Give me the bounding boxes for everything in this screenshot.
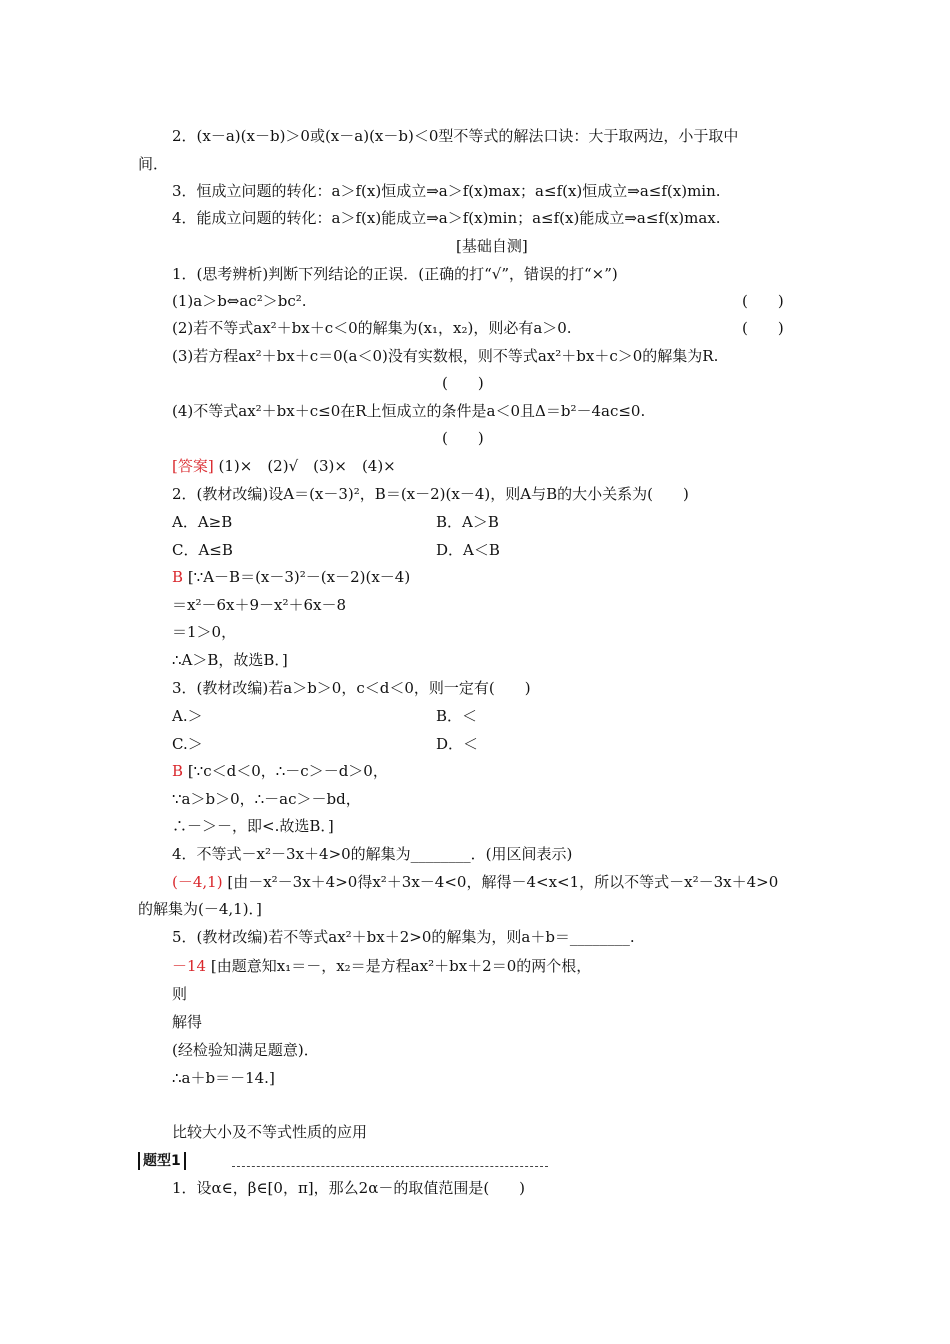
q2-option-a: A．A≥B: [172, 513, 233, 531]
q1-item-3-blank: ( ): [442, 374, 484, 392]
q5-solution-3: 解得: [172, 1013, 203, 1031]
q3-option-c: C.＞: [172, 735, 203, 753]
question-1: 1．(思考辨析)判断下列结论的正误．(正确的打“√”，错误的打“×”): [172, 265, 618, 283]
section-heading: [基础自测]: [456, 237, 528, 255]
q3-answer: B: [172, 762, 184, 780]
q2-option-d: D．A＜B: [436, 541, 500, 559]
q4-answer: (－4,1): [172, 873, 223, 891]
rule-3: 3．恒成立问题的转化：a＞f(x)恒成立⇒a＞f(x)max；a≤f(x)恒成立⇒a≤f(x)min.: [172, 182, 721, 200]
q2-option-c: C．A≤B: [172, 541, 233, 559]
answer-label: [答案]: [172, 457, 214, 475]
q3-solution-1: B [∵c＜d＜0，∴－c＞－d＞0，: [172, 762, 388, 780]
type1-question-1: 1．设α∈，β∈[0，π]，那么2α－的取值范围是( ): [172, 1179, 526, 1197]
q1-item-1-blank: ( ): [742, 292, 784, 310]
topic-heading: 比较大小及不等式性质的应用: [172, 1123, 368, 1141]
q1-item-3: (3)若方程ax²＋bx＋c＝0(a＜0)没有实数根，则不等式ax²＋bx＋c＞0的解集为R.: [172, 347, 719, 365]
q1-answer-line: [172, 456, 396, 476]
q5-answer: －14: [172, 957, 207, 975]
q2-solution-1: B [∵A－B＝(x－3)²－(x－2)(x－4): [172, 568, 411, 586]
rule-4: 4．能成立问题的转化：a＞f(x)能成立⇒a＞f(x)min；a≤f(x)能成立⇒a≤f(x)max.: [172, 209, 721, 227]
q4-solution-2: 的解集为(－4,1)．]: [138, 900, 262, 918]
q5-solution-2: 则: [172, 985, 188, 1003]
q2-solution-2: ＝x²－6x＋9－x²＋6x－8: [172, 596, 347, 614]
q1-item-2: (2)若不等式ax²＋bx＋c＜0的解集为(x₁，x₂)，则必有a＞0.: [172, 319, 572, 337]
q2-solution-3: ＝1＞0，: [172, 623, 237, 641]
question-5: 5．(教材改编)若不等式ax²＋bx＋2>0的解集为，则a＋b＝________.: [172, 928, 635, 946]
rule-2-line2: 间．: [138, 155, 169, 173]
q1-item-1: (1)a＞b⇔ac²＞bc².: [172, 292, 307, 310]
q2-option-b: B．A＞B: [436, 513, 499, 531]
q3-solution-2: ∵a＞b＞0，∴－ac＞－bd，: [172, 790, 361, 808]
question-4: 4．不等式－x²－3x＋4>0的解集为________．(用区间表示): [172, 845, 573, 863]
q3-option-d: D．＜: [436, 735, 479, 753]
question-3: 3．(教材改编)若a＞b＞0，c＜d＜0，则一定有( ): [172, 679, 531, 697]
q2-solution-4: ∴A＞B，故选B．]: [172, 651, 288, 669]
q1-item-4: (4)不等式ax²＋bx＋c≤0在R上恒成立的条件是a＜0且Δ＝b²－4ac≤0.: [172, 402, 646, 420]
q5-solution-5: ∴a＋b＝－14.]: [172, 1069, 275, 1087]
answer-text: (1)× (2)√ (3)× (4)×: [218, 457, 396, 475]
question-type-badge: 题型1: [138, 1152, 186, 1170]
q5-solution-1: －14 [由题意知x₁＝－，x₂＝是方程ax²＋bx＋2＝0的两个根，: [172, 957, 592, 975]
rule-2-line1: 2．(x－a)(x－b)＞0或(x－a)(x－b)＜0型不等式的解法口诀：大于取两边，小于取中: [172, 127, 739, 145]
q3-option-a: A.＞: [172, 707, 203, 725]
q3-option-b: B．＜: [436, 707, 478, 725]
q1-item-2-blank: ( ): [742, 319, 784, 337]
question-2: 2．(教材改编)设A＝(x－3)²，B＝(x－2)(x－4)，则A与B的大小关系为( ): [172, 485, 689, 503]
q2-answer: B: [172, 568, 184, 586]
q5-solution-4: (经检验知满足题意)．: [172, 1041, 319, 1059]
q4-solution-1: (－4,1) [由－x²－3x＋4>0得x²＋3x－4<0，解得－4<x<1，所以不等式－x²－3x＋4>0: [172, 873, 779, 891]
dashed-divider: [232, 1166, 548, 1167]
q3-solution-3: ∴－＞－，即<.故选B．]: [172, 817, 334, 835]
q1-item-4-blank: ( ): [442, 429, 484, 447]
